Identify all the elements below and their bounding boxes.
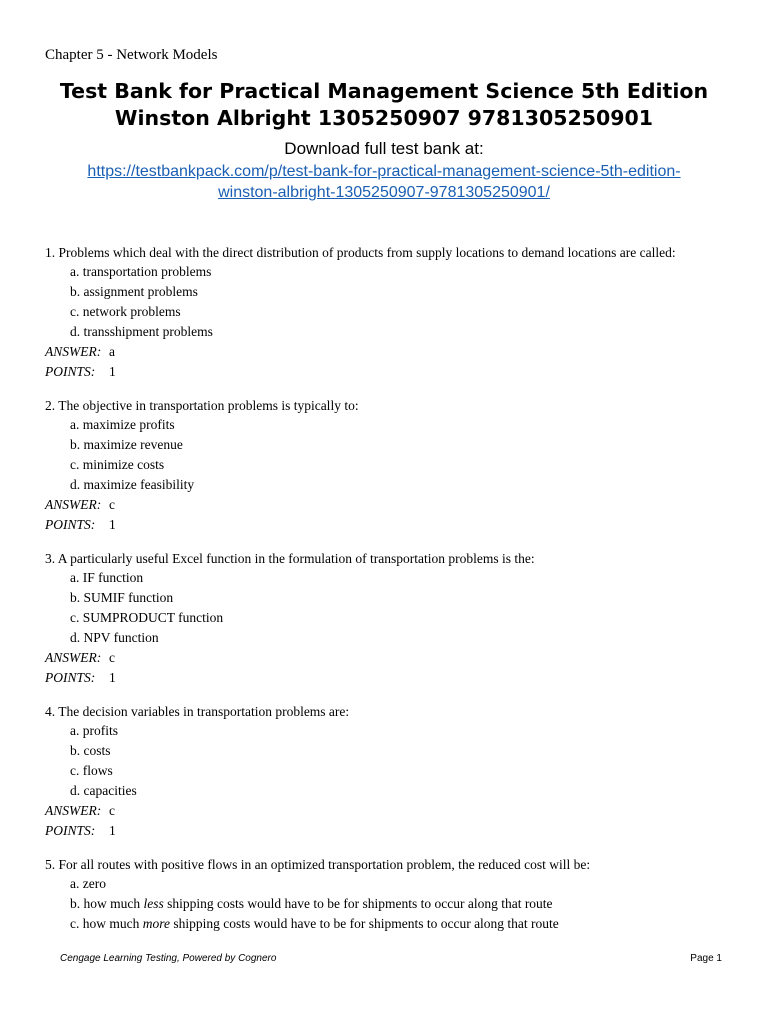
option-a: a. IF function (70, 570, 144, 585)
question-stem: 5. For all routes with positive flows in an optimized transportation problem, the reduced cost will be: (45, 857, 591, 872)
option-c: c. network problems (70, 304, 181, 319)
points-label: POINTS: (45, 823, 96, 838)
option-list (45, 721, 735, 801)
answer-label: ANSWER: (45, 803, 102, 818)
points-value: 1 (109, 670, 116, 685)
option-text: b. how much (70, 896, 144, 911)
option-a: a. zero (70, 876, 106, 891)
answer-label: ANSWER: (45, 650, 102, 665)
option-c: c. minimize costs (70, 457, 165, 472)
points-label: POINTS: (45, 517, 96, 532)
document-title (0, 78, 768, 132)
option-text: shipping costs would have to be for shipments to occur along that route (169, 916, 559, 931)
link-line-1[interactable]: https://testbankpack.com/p/test-bank-for-practical-management-science-5th-edition- (87, 163, 681, 180)
points-value: 1 (109, 364, 116, 379)
question-stem: 2. The objective in transportation problems is typically to: (45, 398, 359, 413)
option-a: a. profits (70, 723, 118, 738)
link-line-2[interactable]: winston-albright-1305250907-9781305250901/ (218, 184, 550, 201)
option-text: shipping costs would have to be for shipments to occur along that route (163, 896, 553, 911)
option-b (70, 894, 735, 914)
answer-line (45, 648, 735, 668)
question-1 (45, 244, 735, 382)
option-list (45, 568, 735, 648)
page-number: Page 1 (690, 953, 722, 964)
option-b: b. maximize revenue (70, 437, 183, 452)
points-line (45, 515, 735, 535)
answer-label: ANSWER: (45, 497, 102, 512)
answer-value: c (109, 803, 115, 818)
option-list (45, 415, 735, 495)
answer-line (45, 801, 735, 821)
option-a: a. transportation problems (70, 264, 212, 279)
option-d: d. maximize feasibility (70, 477, 195, 492)
answer-value: c (109, 497, 115, 512)
option-text: c. how much (70, 916, 143, 931)
footer-credit: Cengage Learning Testing, Powered by Cognero (60, 953, 277, 964)
title-line-1: Test Bank for Practical Management Science 5th Edition (59, 79, 709, 103)
option-list (45, 874, 735, 934)
points-value: 1 (109, 823, 116, 838)
points-line (45, 362, 735, 382)
points-value: 1 (109, 517, 116, 532)
answer-line (45, 342, 735, 362)
answer-line (45, 495, 735, 515)
points-line (45, 668, 735, 688)
answer-value: c (109, 650, 115, 665)
question-3 (45, 550, 735, 688)
download-link[interactable] (0, 161, 768, 203)
question-list (45, 244, 735, 949)
answer-label: ANSWER: (45, 344, 102, 359)
option-list (45, 262, 735, 342)
option-b: b. SUMIF function (70, 590, 174, 605)
option-b: b. assignment problems (70, 284, 198, 299)
option-d: d. NPV function (70, 630, 159, 645)
title-line-2: Winston Albright 1305250907 9781305250901 (114, 106, 654, 130)
option-c: c. SUMPRODUCT function (70, 610, 224, 625)
option-c: c. flows (70, 763, 113, 778)
download-text: Download full test bank at: (284, 139, 484, 158)
chapter-heading: Chapter 5 - Network Models (45, 47, 218, 63)
option-b: b. costs (70, 743, 111, 758)
question-stem: 4. The decision variables in transportation problems are: (45, 704, 350, 719)
points-line (45, 821, 735, 841)
emphasis-text: less (143, 896, 164, 911)
question-stem: 1. Problems which deal with the direct distribution of products from supply locations to demand locations are called: (45, 245, 676, 260)
answer-value: a (109, 344, 115, 359)
question-4 (45, 703, 735, 841)
emphasis-text: more (142, 916, 170, 931)
option-d: d. capacities (70, 783, 137, 798)
option-d: d. transshipment problems (70, 324, 213, 339)
question-5 (45, 856, 735, 934)
question-stem: 3. A particularly useful Excel function in the formulation of transportation problems is the: (45, 551, 535, 566)
points-label: POINTS: (45, 364, 96, 379)
points-label: POINTS: (45, 670, 96, 685)
question-2 (45, 397, 735, 535)
option-a: a. maximize profits (70, 417, 175, 432)
option-c (70, 914, 735, 934)
